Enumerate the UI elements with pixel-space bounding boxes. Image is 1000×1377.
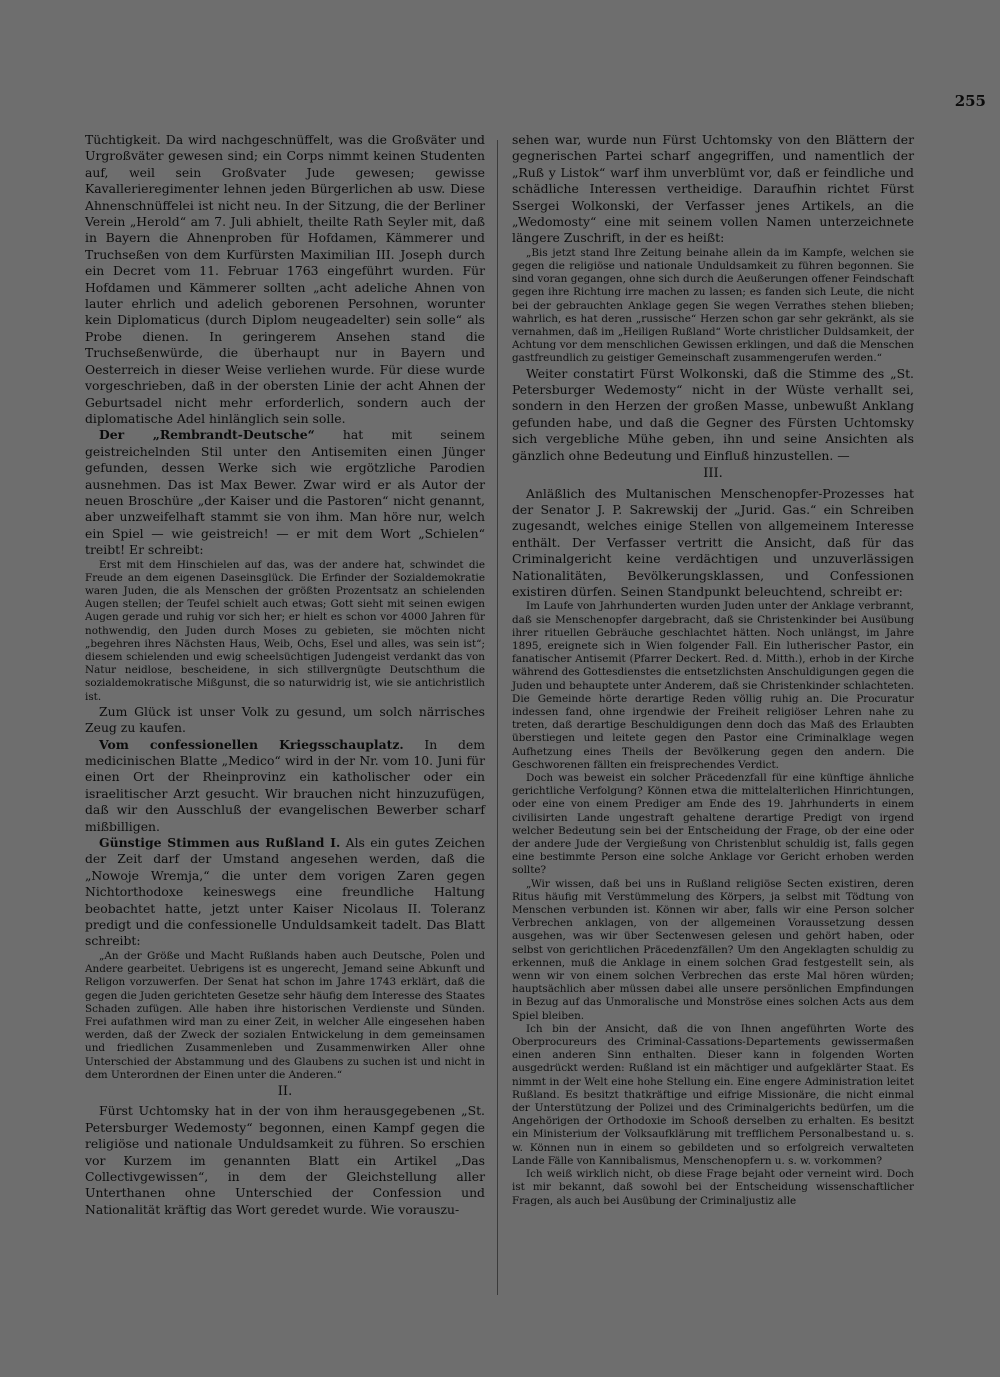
paragraph-text: hat mit seinem geistreichelnden Stil unter den Antisemiten einen Jünger gefunden, dessen Werke sich wie ergötzliche Parodien ausnehmen. Das ist Max Bewer. Zwar wird er als Autor der neuen Broschüre „der Kaiser und die Pastoren“ nicht genannt, aber unzweifelhaft stammt sie von ihm. Man höre nur, welch ein Spiel — wie geistreich! — er mit dem Wort „Schielen“ treibt! Er schreibt:	[85, 427, 485, 558]
paragraph-text: Fürst Uchtomsky hat in der von ihm herausgegebenen „St. Petersburger Wedemosty“ begonnen, einen Kampf gegen die religiöse und nationale Unduldsamkeit zu führen. So erschien vor Kurzem im genannten Blatt ein Artikel „Das Collectivgewissen“, in dem der Gleichstellung aller Unterthanen ohne Unterschied der Confession und Nationalität kräftig das Wort geredet wurde. Wie vorauszu-	[85, 1103, 485, 1217]
section-number: III.	[703, 466, 723, 482]
paragraph-text: „Bis jetzt stand Ihre Zeitung beinahe allein da im Kampfe, welchen sie gegen die religiöse und nationale Unduldsamkeit zu führen begonnen. Sie sind voran gegangen, ohne sich durch die Aeußerungen offener Feindschaft gegen ihre Richtung irre machen zu lassen; es fanden sich Leute, die nicht bei der gebrauchten Anklage gegen Sie wegen Verrathes stehen blieben; wahrlich, es hat deren „russische“ Herzen schon gar sehr gekränkt, als sie vernahmen, daß im „Heiligen Rußland“ Worte christlicher Duldsamkeit, der Achtung vor dem menschlichen Gewissen erklingen, und daß die Menschen gastfreundlich zu geistiger Gemeinschaft zusammengerufen werden.“	[512, 246, 914, 365]
article-paragraph	[85, 1103, 485, 1218]
left-column	[85, 132, 485, 1218]
article-heading: Günstige Stimmen aus Rußland I.	[99, 835, 341, 851]
paragraph-text: Als ein gutes Zeichen der Zeit darf der Umstand angesehen werden, daß die „Nowoje Wremja,“ die unter dem vorigen Zaren gegen Nichtorthodoxe keineswegs eine freundliche Haltung beobachtet hatte, jetzt unter Kaiser Nicolaus II. Toleranz predigt und die confessionelle Unduldsamkeit tadelt. Das Blatt schreibt:	[85, 835, 485, 949]
quotation-paragraph	[512, 772, 914, 878]
quotation-paragraph	[85, 559, 485, 704]
article-paragraph	[512, 132, 914, 247]
article-paragraph	[85, 737, 485, 835]
quotation-paragraph	[512, 1023, 914, 1168]
article-paragraph	[85, 704, 485, 737]
paragraph-text: In dem medicinischen Blatte „Medico“ wird in der Nr. vom 10. Juni für einen Ort der Rheinprovinz ein katholischer oder ein israelitischer Arzt gesucht. Wir brauchen nicht hinzuzufügen, daß wir den Ausschluß der evangelischen Bewerber scharf mißbilligen.	[85, 736, 485, 834]
article-paragraph	[85, 132, 485, 427]
quotation-paragraph	[512, 247, 914, 366]
paragraph-text: sehen war, wurde nun Fürst Uchtomsky von den Blättern der gegnerischen Partei scharf angegriffen, und namentlich der „Ruß y Listok“ warf ihm unverblümt vor, daß er feindliche und schädliche Interessen vertheidige. Daraufhin richtet Fürst Ssergei Wolkonski, der Verfasser jenes Artikels, an die „Wedomosty“ eine mit seinem vollen Namen unterzeichnete längere Zuschrift, in der es heißt:	[512, 132, 914, 246]
paragraph-text: Tüchtigkeit. Da wird nachgeschnüffelt, was die Großväter und Urgroßväter gewesen sind; ein Corps nimmt keinen Studenten auf, weil sein Großvater Jude gewesen; gewisse Kavallerieregimenter lehnen jeden Bürgerlichen ab usw. Diese Ahnenschnüffelei ist nicht neu. In der Sitzung, die der Berliner Verein „Herold“ am 7. Juli abhielt, theilte Rath Seyler mit, daß in Bayern die Ahnenproben für Hofdamen, Kämmerer und Truchseßen von dem Kurfürsten Maximilian III. Joseph durch ein Decret vom 11. Februar 1763 eingeführt wurden. Für Hofdamen und Kämmerer sollten „acht adeliche Ahnen von lauter ehrlich und adelich geborenen Persohnen, worunter kein Diplomaticus (durch Diplom neugeadelter) sein solle“ als Probe dienen. In geringerem Ansehen stand die Truchseßenwürde, die überhaupt nur in Bayern und Oesterreich in dieser Weise verliehen wurde. Für diese wurde vorgeschrieben, daß in der obersten Linie der acht Ahnen der Geburtsadel nicht mehr erforderlich, sondern auch der diplomatische Adel hinlänglich sein solle.	[85, 132, 485, 426]
paragraph-text: Anläßlich des Multanischen Menschenopfer-Prozesses hat der Senator J. P. Sakrewskij der „Jurid. Gas.“ ein Schreiben zugesandt, welches einige Stellen von allgemeinem Interesse enthält. Der Verfasser vertritt die Ansicht, daß für das Criminalgericht keine verdächtigen und unzuverlässigen Nationalitäten, Bevölkerungsklassen, und Confessionen existiren dürfen. Seinen Standpunkt beleuchtend, schreibt er:	[512, 485, 914, 599]
section-number: II.	[277, 1083, 293, 1099]
paragraph-text: Im Laufe von Jahrhunderten wurden Juden unter der Anklage verbrannt, daß sie Menschenopfer dargebracht, daß sie Christenkinder bei Ausübung ihrer rituellen Gebräuche geschlachtet hätten. Noch unlängst, im Jahre 1895, ereignete sich in Wien folgender Fall. Ein lutherischer Pastor, ein fanatischer Antisemit (Pfarrer Deckert. Red. d. Mitth.), erhob in der Kirche während des Gottesdienstes die entsetzlichsten Anschuldigungen gegen die Juden und behauptete unter Anderem, daß sie Christenkinder schlachteten. Die Gemeinde hörte derartige Reden völlig ruhig an. Die Procuratur indessen fand, ohne irgendwie der Freiheit religiöser Lehren nahe zu treten, daß derartige Beschuldigungen denn doch das Maß des Erlaubten überstiegen und leitete gegen den Pastor eine Criminalklage wegen Aufhetzung eines Theils der Bevölkerung gegen den andern. Die Geschworenen fällten ein freisprechendes Verdict.	[512, 600, 914, 771]
article-paragraph	[85, 835, 485, 950]
paragraph-text: Zum Glück ist unser Volk zu gesund, um solch närrisches Zeug zu kaufen.	[85, 703, 485, 736]
paragraph-text: „Wir wissen, daß bei uns in Rußland religiöse Secten existiren, deren Ritus häufig mit Verstümmelung des Körpers, ja selbst mit Tödtung von Menschen verbunden ist. Können wir aber, falls wir eine Person solcher Verbrechen anklagen, von der allgemeinen Voraussetzung dessen ausgehen, was wir über Sectenwesen gelesen und gehört haben, oder selbst von gerichtlichen Präcedenzfällen? Um den Angeklagten schuldig zu erkennen, muß die Anklage in einem solchen Grad festgestellt sein, als wenn wir von einem solchen Verbrechen das erste Mal hören würden; hauptsächlich aber müssen dabei alle unsere persönlichen Empfindungen in Bezug auf das Unmoralische und Monströse eines solchen Acts aus dem Spiel bleiben.	[512, 877, 914, 1022]
paragraph-text: „An der Größe und Macht Rußlands haben auch Deutsche, Polen und Andere gearbeitet. Uebrigens ist es ungerecht, Jemand seine Abkunft und Religon vorzuwerfen. Der Senat hat schon im Jahre 1743 erklärt, daß die gegen die Juden gerichteten Gesetze sehr häufig dem Interesse des Staates Schaden zufügen. Alle haben ihre historischen Verdienste und Sünden. Frei aufathmen wird man zu einer Zeit, in welcher Alle eingesehen haben werden, daß der Zweck der sozialen Entwickelung in dem gemeinsamen und friedlichen Zusammenleben und Zusammenwirken Aller ohne Unterschied der Abstammung und des Glaubens zu suchen ist und nicht in dem Unterordnen der Einen unter die Anderen.“	[85, 949, 485, 1081]
paragraph-text: Erst mit dem Hinschielen auf das, was der andere hat, schwindet die Freude an dem eigenen Daseinsglück. Die Erfinder der Sozialdemokratie waren Juden, die als Menschen der größten Prozentsatz an schielenden Augen stellen; der Teufel schielt auch etwas; Gott sieht mit seinen ewigen Augen gerade und ruhig vor sich her; er hielt es schon vor 4000 Jahren für nothwendig, den Juden durch Moses zu gebieten, sie möchten nicht „begehren ihres Nächsten Haus, Weib, Ochs, Esel und alles, was sein ist“; diesem schielenden und ewig scheelsüchtigen Judengeist verdankt das von Natur neidlose, bescheidene, in sich stillvergnügte Deutschthum die sozialdemokratische Mißgunst, die so naturwidrig ist, wie sie antichristlich ist.	[85, 558, 485, 703]
column-rule	[497, 140, 498, 1295]
quotation-paragraph	[512, 878, 914, 1023]
paragraph-text: Ich bin der Ansicht, daß die von Ihnen angeführten Worte des Oberprocureurs des Criminal-Cassations-Departements gewissermaßen einen anderen Sinn enthalten. Dieser kann in folgenden Worten ausgedrückt werden: Rußland ist ein mächtiger und aufgeklärter Staat. Es nimmt in der Welt eine hohe Stellung ein. Eine engere Administration leitet Rußland. Es besitzt thatkräftige und eifrige Missionäre, die nicht einmal der Unterstützung der Polizei und des Criminalgerichts bedürfen, um die Angehörigen der Orthodoxie im Schooß derselben zu erhalten. Es besitzt ein Ministerium der Volksaufklärung mit trefflichem Personalbestand u. s. w. Können nun in einem so gebildeten und so erfolgreich verwalteten Lande Fälle von Kannibalismus, Menschenopfern u. s. w. vorkommen?	[512, 1022, 914, 1167]
article-heading: Der „Rembrandt-Deutsche“	[99, 427, 315, 443]
quotation-paragraph	[85, 950, 485, 1082]
right-column	[512, 132, 914, 1208]
quotation-paragraph	[512, 600, 914, 772]
article-paragraph	[512, 366, 914, 464]
paragraph-text: Weiter constatirt Fürst Wolkonski, daß die Stimme des „St. Petersburger Wedemosty“ nicht in der Wüste verhallt sei, sondern in den Herzen der großen Masse, unbewußt Anklang gefunden habe, und daß die Gegner des Fürsten Uchtomsky sich vergebliche Mühe geben, ihn und seine Ansichten als gänzlich ohne Bedeutung und Einfluß hinzustellen. —	[512, 365, 914, 463]
article-paragraph	[512, 486, 914, 601]
article-paragraph	[85, 427, 485, 558]
page-number: 255	[954, 92, 986, 110]
article-heading: Vom confessionellen Kriegsschauplatz.	[99, 736, 404, 752]
quotation-paragraph	[512, 1168, 914, 1208]
paragraph-text: Ich weiß wirklich nicht, ob diese Frage bejaht oder verneint wird. Doch ist mir bekannt, daß sowohl bei der Entscheidung wissenschaftlicher Fragen, als auch bei Ausübung der Criminaljustiz alle	[512, 1168, 914, 1207]
paragraph-text: Doch was beweist ein solcher Präcedenzfall für eine künftige ähnliche gerichtliche Verfolgung? Können etwa die mittelalterlichen Hinrichtungen, oder eine von einem Prediger am Ende des 19. Jahrhunderts in einem civilisirten Lande ungestraft gehaltene derartige Predigt von irgend welcher Bedeutung sein bei der Entscheidung der Frage, ob der eine oder der andere Jude der Vergießung von Christenblut schuldig ist, falls gegen eine bestimmte Person eine solche Anklage vor Gericht erhoben werden sollte?	[512, 772, 914, 877]
